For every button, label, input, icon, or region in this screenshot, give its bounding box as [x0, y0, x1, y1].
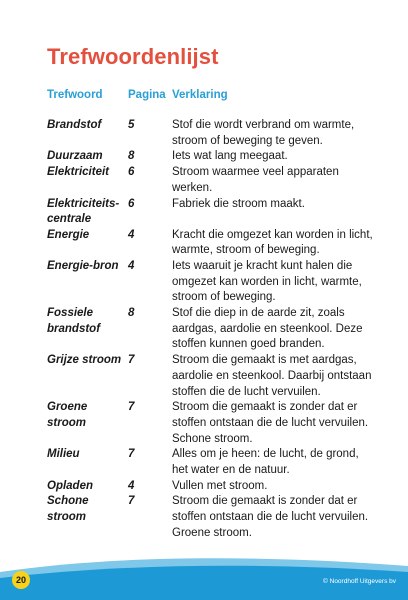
- glossary-entry: [47, 165, 377, 196]
- entry-term: Groene stroom: [47, 401, 88, 429]
- entry-term: Elektriciteit: [47, 166, 109, 179]
- glossary-entry: [47, 197, 377, 228]
- entry-explanation: Stof die diep in de aarde zit, zoals aardgas, aardolie en steenkool. Deze stoffen kunnen goed branden.: [172, 307, 363, 351]
- glossary-entry: [47, 149, 377, 165]
- entry-term: Brandstof: [47, 119, 102, 131]
- page-number-badge: 20: [12, 571, 30, 589]
- entry-term: Fossiele brandstof: [47, 307, 101, 335]
- entry-explanation: Stof die wordt verbrand om warmte, stroom of beweging te geven.: [172, 119, 355, 147]
- entry-page: 7: [128, 354, 135, 367]
- entry-explanation: Stroom waarmee veel apparaten werken.: [172, 166, 339, 194]
- entry-term: Schone stroom: [47, 495, 89, 524]
- entry-term: Opladen: [47, 479, 94, 492]
- entry-explanation: Alles om je heen: de lucht, de grond, het water en de natuur.: [172, 448, 359, 477]
- glossary-entry: [47, 447, 377, 478]
- header-term: Trefwoord: [47, 89, 103, 101]
- entry-page: 4: [128, 259, 135, 272]
- entry-page: 4: [128, 228, 135, 241]
- entry-page: 7: [128, 401, 135, 414]
- entry-term: Energie: [47, 228, 90, 241]
- table-header: [47, 89, 377, 107]
- entry-explanation: Vullen met stroom.: [172, 479, 268, 492]
- entry-explanation: Iets waaruit je kracht kunt halen die omgezet kan worden in licht, warmte, stroom of beweging.: [172, 259, 362, 304]
- glossary-entry: [47, 494, 377, 541]
- entry-page: 4: [128, 479, 135, 492]
- entry-page: 8: [128, 150, 135, 163]
- entry-term: Energie-bron: [47, 259, 119, 272]
- entry-explanation: Stroom die gemaakt is zonder dat er stoffen ontstaan die de lucht vervuilen. Schone stroom.: [172, 401, 369, 445]
- glossary-entry: [47, 479, 377, 495]
- glossary-entry: [47, 228, 377, 259]
- entry-term: Elektriciteits-centrale: [47, 197, 120, 226]
- entry-term: Milieu: [47, 448, 80, 461]
- entry-term: Grijze stroom: [47, 354, 122, 367]
- footer-wave: [0, 550, 408, 600]
- entry-term: Duurzaam: [47, 150, 103, 163]
- entry-explanation: Iets wat lang meegaat.: [172, 150, 288, 163]
- glossary-entry: [47, 118, 377, 149]
- header-page: Pagina: [128, 89, 166, 101]
- entry-explanation: Kracht die omgezet kan worden in licht, warmte, stroom of beweging.: [172, 228, 373, 257]
- glossary-entry: [47, 306, 377, 353]
- entry-explanation: Stroom die gemaakt is met aardgas, aardolie en steenkool. Daarbij ontstaan stoffen die de lucht vervuilen.: [172, 354, 372, 398]
- entry-page: 6: [128, 166, 135, 179]
- header-explanation: Verklaring: [172, 89, 228, 101]
- glossary-entry: [47, 353, 377, 400]
- entry-page: 8: [128, 307, 135, 320]
- entry-page: 6: [128, 197, 135, 210]
- entry-explanation: Fabriek die stroom maakt.: [172, 197, 305, 210]
- entry-explanation: Stroom die gemaakt is zonder dat er stoffen ontstaan die de lucht vervuilen. Groene stroom.: [172, 495, 369, 539]
- entry-page: 5: [128, 119, 135, 131]
- copyright-text: © Noordhoff Uitgevers bv: [323, 578, 396, 585]
- glossary-entry: [47, 400, 377, 447]
- glossary-list: [47, 118, 377, 542]
- glossary-entry: [47, 259, 377, 306]
- entry-page: 7: [128, 448, 135, 461]
- entry-page: 7: [128, 495, 135, 508]
- page-title: Trefwoordenlijst: [47, 44, 219, 69]
